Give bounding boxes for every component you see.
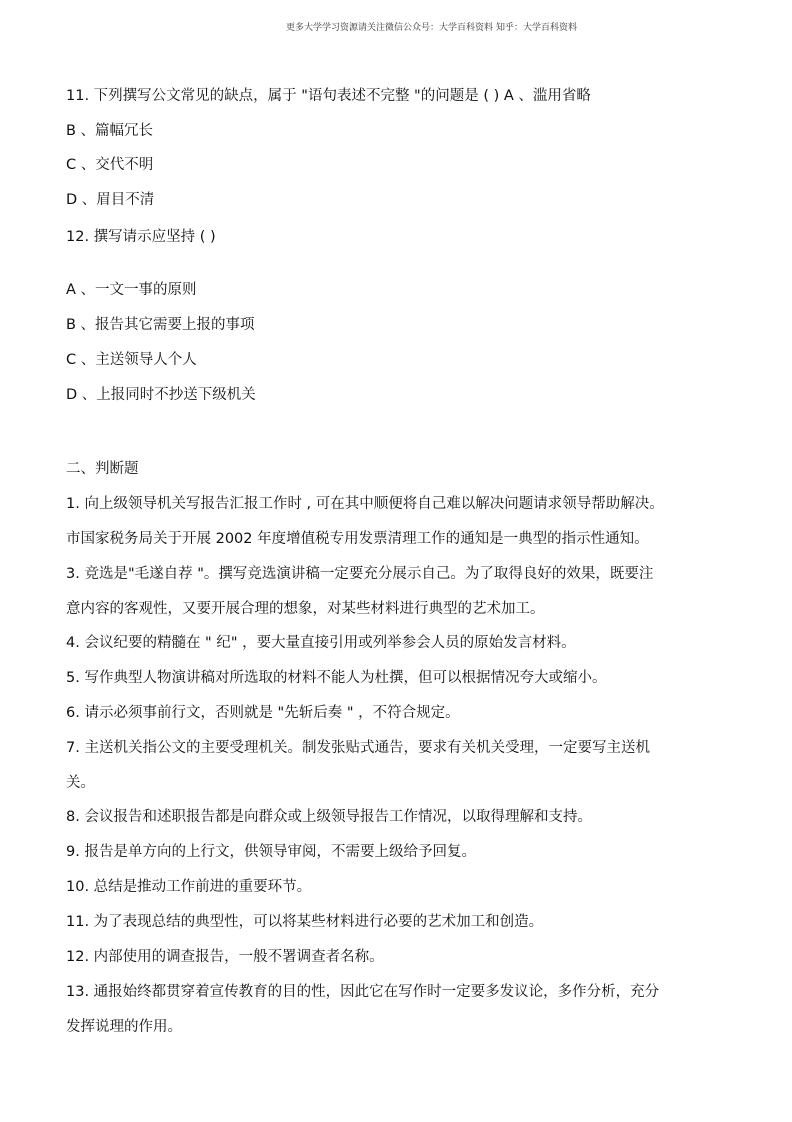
tf-line: 关。 — [66, 775, 95, 791]
tf-line: 发挥说理的作用。 — [66, 1019, 182, 1035]
tf-line: 7. 主送机关指公文的主要受理机关。制发张贴式通告，要求有关机关受理，一定要写主送机 — [66, 740, 650, 756]
tf-line: 4. 会议纪要的精髓在 " 纪" ，要大量直接引用或列举参会人员的原始发言材料。 — [66, 635, 576, 651]
tf-line: 11. 为了表现总结的典型性，可以将某些材料进行必要的艺术加工和创造。 — [66, 914, 544, 930]
tf-line: 3. 竞选是"毛遂自荐 "。撰写竞选演讲稿一定要充分展示自己。为了取得良好的效果，既要注 — [66, 566, 654, 582]
section-title: 二、判断题 — [66, 461, 139, 477]
tf-line: 1. 向上级领导机关写报告汇报工作时 , 可在其中顺便将自己难以解决问题请求领导帮助解决。 — [66, 496, 664, 512]
q11-option-d: D 、眉目不清 — [66, 192, 155, 208]
tf-line: 6. 请示必须事前行文，否则就是 "先斩后奏 " ，不符合规定。 — [66, 705, 460, 721]
q12-option-d: D 、上报同时不抄送下级机关 — [66, 387, 256, 403]
q11-stem: 11. 下列撰写公文常见的缺点，属于 "语句表述不完整 "的问题是 ( ) A 、滥用省略 — [66, 88, 591, 104]
q12-option-b: B 、报告其它需要上报的事项 — [66, 317, 255, 333]
q12-option-a: A 、一文一事的原则 — [66, 282, 197, 298]
tf-line: 意内容的客观性，又要开展合理的想象，对某些材料进行典型的艺术加工。 — [66, 601, 545, 617]
tf-line: 市国家税务局关于开展 2002 年度增值税专用发票清理工作的通知是一典型的指示性通知。 — [66, 531, 649, 547]
header-right-text: 知乎：大学百科资料 — [496, 23, 578, 33]
tf-line: 12. 内部使用的调查报告，一般不署调查者名称。 — [66, 949, 384, 965]
tf-line: 9. 报告是单方向的上行文，供领导审阅，不需要上级给予回复。 — [66, 844, 476, 860]
tf-line: 10. 总结是推动工作前进的重要环节。 — [66, 879, 312, 895]
tf-line: 5. 写作典型人物演讲稿对所选取的材料不能人为杜撰，但可以根据情况夸大或缩小。 — [66, 670, 607, 686]
header-left-text: 更多大学学习资源请关注微信公众号：大学百科资料 — [286, 23, 494, 33]
tf-line: 13. 通报始终都贯穿着宣传教育的目的性，因此它在写作时一定要多发议论，多作分析，充分 — [66, 984, 660, 1000]
q11-option-b: B 、篇幅冗长 — [66, 123, 154, 139]
q12-stem: 12. 撰写请示应坚持 ( ) — [66, 229, 216, 245]
tf-line: 8. 会议报告和述职报告都是向群众或上级领导报告工作情况，以取得理解和支持。 — [66, 809, 592, 825]
q12-option-c: C 、主送领导人个人 — [66, 352, 197, 368]
q11-option-c: C 、交代不明 — [66, 157, 154, 173]
